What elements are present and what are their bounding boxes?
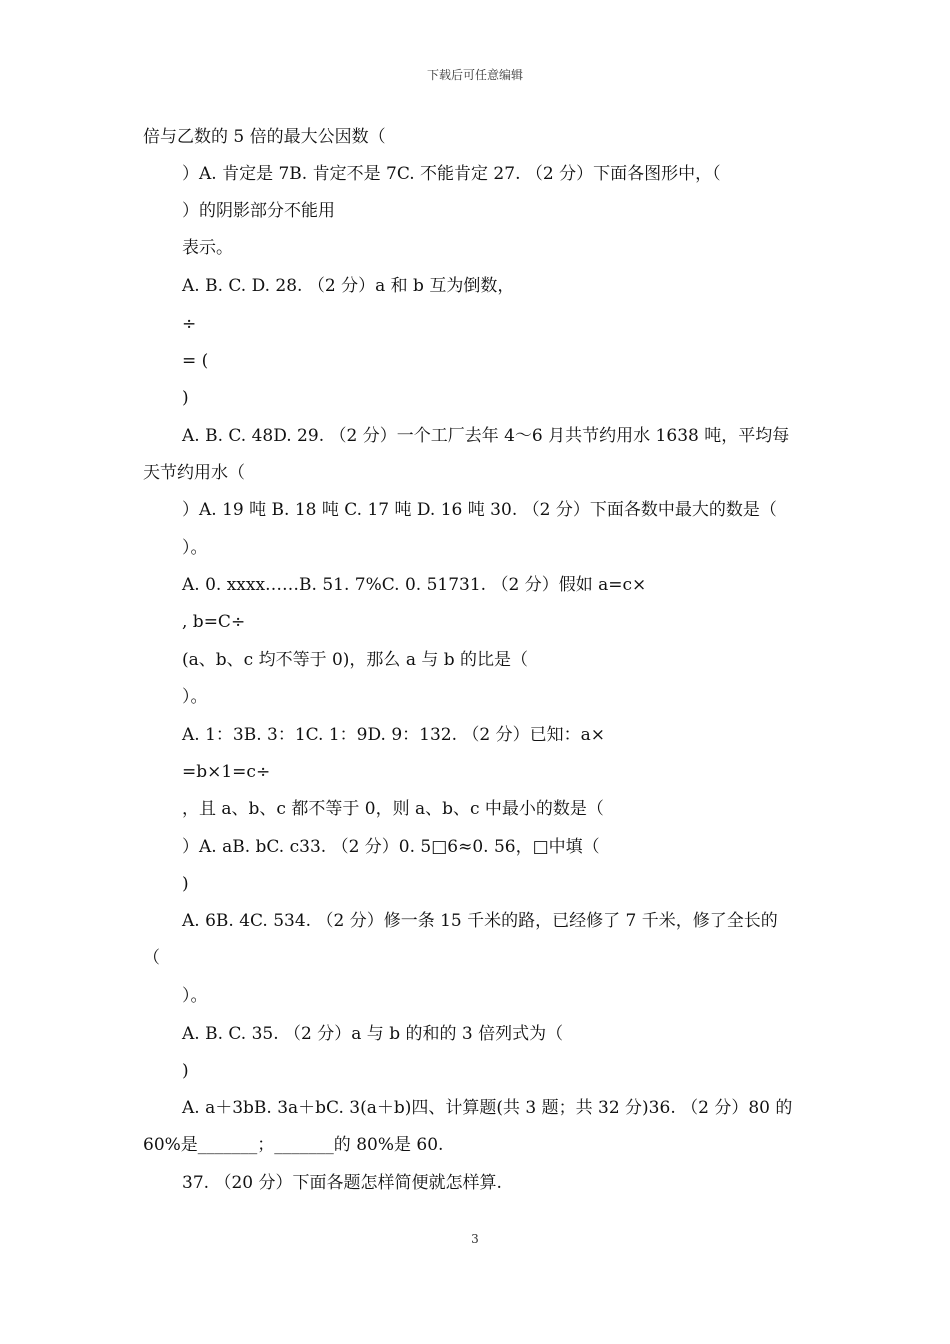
text-line: =b×1=c÷ [182, 762, 271, 782]
text-line: A. B. C. D. 28. （2 分）a 和 b 互为倒数， [182, 276, 515, 296]
text-line: A. B. C. 48D. 29. （2 分）一个工厂去年 4～6 月共节约用水 1638 吨，平均每 [182, 426, 790, 446]
text-line: ÷ [182, 314, 197, 334]
text-line: , b=C÷ [182, 612, 246, 632]
text-line: ）A. 肯定是 7B. 肯定不是 7C. 不能肯定 27. （2 分）下面各图形中，（ [182, 164, 721, 184]
text-line: (a、b、c 均不等于 0)，那么 a 与 b 的比是（ [182, 650, 529, 670]
text-line: ）的阴影部分不能用 [182, 201, 335, 221]
text-line: ) [182, 1061, 189, 1081]
text-line: 60%是_______；_______的 80%是 60. [143, 1135, 444, 1155]
text-line: 37. （20 分）下面各题怎样简便就怎样算. [182, 1173, 502, 1193]
text-line: ）。 [182, 538, 208, 558]
text-line: A. B. C. 35. （2 分）a 与 b 的和的 3 倍列式为（ [182, 1024, 564, 1044]
text-line: A. 1：3B. 3：1C. 1：9D. 9：132. （2 分）已知：a× [182, 725, 605, 745]
text-line: ）。 [182, 687, 208, 707]
text-line: ) [182, 388, 189, 408]
text-line: A. 6B. 4C. 534. （2 分）修一条 15 千米的路，已经修了 7 千米，修了全长的 [182, 911, 778, 931]
text-line: ）A. 19 吨 B. 18 吨 C. 17 吨 D. 16 吨 30. （2 分）下面各数中最大的数是（ [182, 500, 777, 520]
text-line: ) [182, 874, 189, 894]
page-number: 3 [471, 1232, 479, 1246]
text-line: ）。 [182, 986, 208, 1006]
text-line: A. 0. xxxx……B. 51. 7%C. 0. 51731. （2 分）假如 a=c× [182, 575, 647, 595]
text-line: 倍与乙数的 5 倍的最大公因数（ [143, 127, 386, 147]
text-line: 表示。 [182, 238, 233, 258]
text-line: = ( [182, 351, 209, 371]
page-header: 下载后可任意编辑 [426, 68, 523, 82]
text-line: ）A. aB. bC. c33. （2 分）0. 5□6≈0. 56，□中填（ [182, 837, 600, 857]
text-line: 天节约用水（ [143, 463, 245, 483]
text-line: ，且 a、b、c 都不等于 0，则 a、b、c 中最小的数是（ [182, 799, 604, 819]
text-line: A. a＋3bB. 3a＋bC. 3(a＋b)四、计算题(共 3 题；共 32 分)36. （2 分）80 的 [182, 1098, 793, 1118]
text-line: （ [143, 948, 160, 968]
